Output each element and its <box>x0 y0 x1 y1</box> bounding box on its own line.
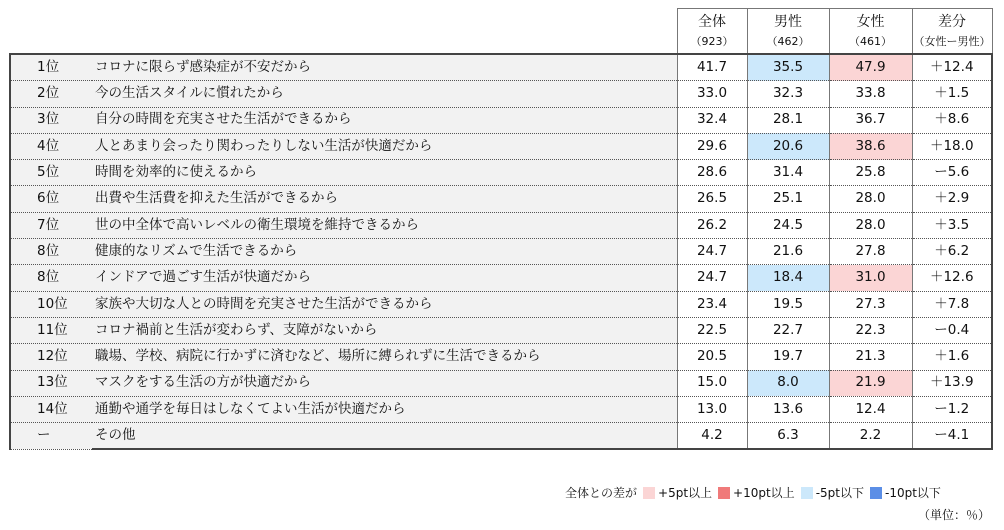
value-cell: ＋12.4 <box>912 54 992 81</box>
value-cell: 15.0 <box>677 370 747 396</box>
value-cell: ＋18.0 <box>912 133 992 159</box>
value-cell: 21.3 <box>829 344 912 370</box>
rank-cell: 7位 <box>10 212 92 238</box>
legend-label: -5pt以下 <box>815 486 864 500</box>
reason-label: 出費や生活費を抑えた生活ができるから <box>92 186 677 212</box>
value-cell: 27.8 <box>829 239 912 265</box>
value-cell: ＋8.6 <box>912 107 992 133</box>
value-cell: 35.5 <box>747 54 829 81</box>
header-sample-size: （女性ー男性） <box>912 29 992 54</box>
value-cell: ＋1.5 <box>912 81 992 107</box>
reason-label: 通勤や通学を毎日はしなくてよい生活が快適だから <box>92 396 677 422</box>
value-cell: 26.5 <box>677 186 747 212</box>
value-cell: 4.2 <box>677 423 747 450</box>
legend-swatch-plus5 <box>643 487 655 499</box>
legend-label: +10pt以上 <box>733 486 795 500</box>
table-row <box>10 54 992 81</box>
value-cell: 24.7 <box>677 265 747 291</box>
value-cell: 13.6 <box>747 396 829 422</box>
value-cell: ＋2.9 <box>912 186 992 212</box>
rank-cell: 10位 <box>10 291 92 317</box>
header-label: 男性 <box>747 9 829 30</box>
table-row <box>10 396 992 422</box>
table-row <box>10 317 992 343</box>
table-row <box>10 239 992 265</box>
value-cell: 19.5 <box>747 291 829 317</box>
table-row <box>10 423 992 450</box>
value-cell: ー0.4 <box>912 317 992 343</box>
value-cell: ＋12.6 <box>912 265 992 291</box>
legend-swatch-plus10 <box>718 487 730 499</box>
value-cell: 22.5 <box>677 317 747 343</box>
value-cell: 25.8 <box>829 160 912 186</box>
value-cell: 31.4 <box>747 160 829 186</box>
value-cell: ー4.1 <box>912 423 992 450</box>
table-row <box>10 291 992 317</box>
rank-cell: ー <box>10 423 92 450</box>
value-cell: 29.6 <box>677 133 747 159</box>
value-cell: 32.4 <box>677 107 747 133</box>
table-row <box>10 107 992 133</box>
table-row <box>10 81 992 107</box>
table-row <box>10 370 992 396</box>
header-row <box>10 9 992 30</box>
value-cell: 12.4 <box>829 396 912 422</box>
value-cell: 21.6 <box>747 239 829 265</box>
value-cell: 23.4 <box>677 291 747 317</box>
reason-label: マスクをする生活の方が快適だから <box>92 370 677 396</box>
value-cell: 36.7 <box>829 107 912 133</box>
table-row <box>10 133 992 159</box>
rank-cell: 12位 <box>10 344 92 370</box>
header-label: 差分 <box>912 9 992 30</box>
table-row <box>10 160 992 186</box>
rank-cell: 1位 <box>10 54 92 81</box>
value-cell: 2.2 <box>829 423 912 450</box>
value-cell: 20.5 <box>677 344 747 370</box>
value-cell: ＋7.8 <box>912 291 992 317</box>
value-cell: ー5.6 <box>912 160 992 186</box>
value-cell: 38.6 <box>829 133 912 159</box>
value-cell: 41.7 <box>677 54 747 81</box>
table-row <box>10 265 992 291</box>
value-cell: ＋13.9 <box>912 370 992 396</box>
header-label: 全体 <box>677 9 747 30</box>
rank-cell: 4位 <box>10 133 92 159</box>
value-cell: ＋3.5 <box>912 212 992 238</box>
rank-cell: 2位 <box>10 81 92 107</box>
rank-cell: 8位 <box>10 239 92 265</box>
reason-label: 今の生活スタイルに慣れたから <box>92 81 677 107</box>
legend-title: 全体との差が <box>565 486 638 500</box>
value-cell: 21.9 <box>829 370 912 396</box>
table-row <box>10 186 992 212</box>
table-row <box>10 212 992 238</box>
value-cell: 22.3 <box>829 317 912 343</box>
reason-label: その他 <box>92 423 677 450</box>
value-cell: 24.5 <box>747 212 829 238</box>
value-cell: 27.3 <box>829 291 912 317</box>
value-cell: 20.6 <box>747 133 829 159</box>
reason-label: 家族や大切な人との時間を充実させた生活ができるから <box>92 291 677 317</box>
reason-label: コロナ禍前と生活が変わらず、支障がないから <box>92 317 677 343</box>
legend-swatch-minus10 <box>870 487 882 499</box>
value-cell: 28.0 <box>829 186 912 212</box>
value-cell: 28.6 <box>677 160 747 186</box>
reason-label: 職場、学校、病院に行かずに済むなど、場所に縛られずに生活できるから <box>92 344 677 370</box>
value-cell: ＋1.6 <box>912 344 992 370</box>
reason-label: コロナに限らず感染症が不安だから <box>92 54 677 81</box>
header-sample-size: （923） <box>677 29 747 54</box>
table-row <box>10 344 992 370</box>
value-cell: 31.0 <box>829 265 912 291</box>
reason-label: 健康的なリズムで生活できるから <box>92 239 677 265</box>
rank-cell: 8位 <box>10 265 92 291</box>
value-cell: 8.0 <box>747 370 829 396</box>
value-cell: 33.8 <box>829 81 912 107</box>
rank-cell: 5位 <box>10 160 92 186</box>
reason-label: 世の中全体で高いレベルの衛生環境を維持できるから <box>92 212 677 238</box>
reason-label: 人とあまり会ったり関わったりしない生活が快適だから <box>92 133 677 159</box>
legend-swatch-minus5 <box>801 487 813 499</box>
value-cell: 24.7 <box>677 239 747 265</box>
header-sample-size: （461） <box>829 29 912 54</box>
header-sample-row <box>10 29 992 54</box>
rank-cell: 11位 <box>10 317 92 343</box>
reason-label: 時間を効率的に使えるから <box>92 160 677 186</box>
value-cell: 13.0 <box>677 396 747 422</box>
legend <box>565 484 941 501</box>
value-cell: 26.2 <box>677 212 747 238</box>
rank-cell: 14位 <box>10 396 92 422</box>
value-cell: 32.3 <box>747 81 829 107</box>
legend-label: -10pt以下 <box>884 486 941 500</box>
value-cell: 33.0 <box>677 81 747 107</box>
reason-label: インドアで過ごす生活が快適だから <box>92 265 677 291</box>
value-cell: ＋6.2 <box>912 239 992 265</box>
reason-label: 自分の時間を充実させた生活ができるから <box>92 107 677 133</box>
results-table <box>9 8 993 450</box>
value-cell: 6.3 <box>747 423 829 450</box>
value-cell: 25.1 <box>747 186 829 212</box>
value-cell: 18.4 <box>747 265 829 291</box>
legend-label: +5pt以上 <box>658 486 713 500</box>
value-cell: 47.9 <box>829 54 912 81</box>
value-cell: 28.1 <box>747 107 829 133</box>
header-sample-size: （462） <box>747 29 829 54</box>
rank-cell: 6位 <box>10 186 92 212</box>
value-cell: ー1.2 <box>912 396 992 422</box>
unit-label: （単位：％） <box>918 508 991 522</box>
value-cell: 28.0 <box>829 212 912 238</box>
value-cell: 22.7 <box>747 317 829 343</box>
rank-cell: 3位 <box>10 107 92 133</box>
header-label: 女性 <box>829 9 912 30</box>
value-cell: 19.7 <box>747 344 829 370</box>
rank-cell: 13位 <box>10 370 92 396</box>
